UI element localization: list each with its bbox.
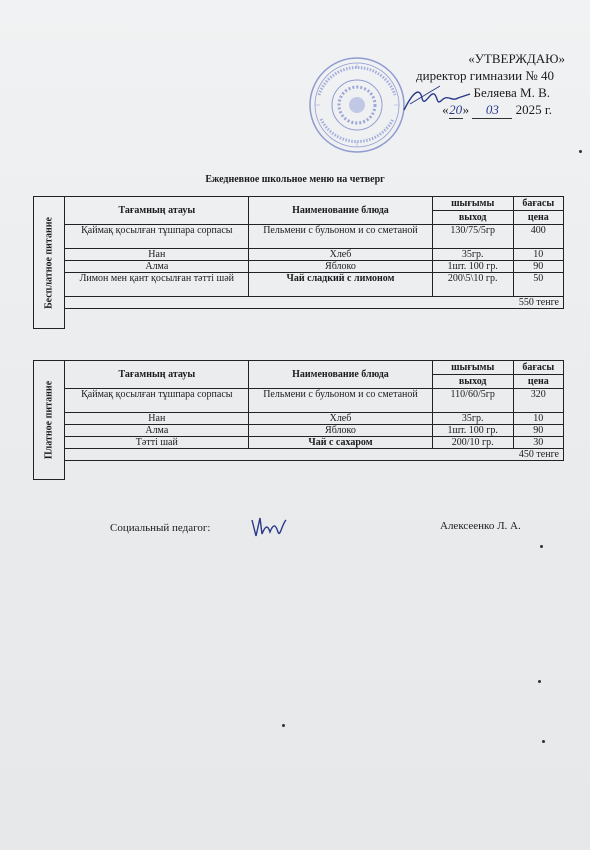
speck: [540, 545, 543, 548]
free-menu-label: Бесплатное питание: [34, 197, 65, 329]
header-price-ru: цена: [513, 211, 563, 225]
table-row: [34, 225, 564, 249]
dish-ru: Яблоко: [249, 425, 433, 437]
header-kk-name: Тағамның атауы: [65, 361, 249, 389]
header-ru-name: Наименование блюда: [249, 361, 433, 389]
dish-kk: Қаймақ қосылған тұшпара сорпасы: [65, 389, 249, 413]
dish-price: 90: [513, 261, 563, 273]
dish-yield: 1шт. 100 гр.: [432, 261, 513, 273]
dish-kk: Тәтті шай: [65, 437, 249, 449]
dish-ru: Пельмени с бульоном и со сметаной: [249, 225, 433, 249]
official-stamp: [307, 55, 407, 155]
table-row: [34, 273, 564, 297]
approval-date: «20» 03 2025 г.: [442, 102, 552, 117]
free-menu-table: [33, 196, 564, 329]
dish-ru: Чай с сахаром: [249, 437, 433, 449]
speck: [282, 724, 285, 727]
dish-price: 90: [513, 425, 563, 437]
dish-price: 10: [513, 249, 563, 261]
dish-yield: 1шт. 100 гр.: [432, 425, 513, 437]
dish-kk: Алма: [65, 425, 249, 437]
table-row: [34, 261, 564, 273]
header-price-ru: цена: [513, 375, 563, 389]
approval-date-year: 2025 г.: [515, 102, 552, 117]
paid-menu-total: 450 тенге: [65, 449, 564, 461]
header-kk-name: Тағамның атауы: [65, 197, 249, 225]
header-ru-name: Наименование блюда: [249, 197, 433, 225]
dish-kk: Алма: [65, 261, 249, 273]
approval-date-day: 20: [449, 102, 463, 117]
table-row: [34, 249, 564, 261]
dish-kk: Нан: [65, 249, 249, 261]
dish-ru: Пельмени с бульоном и со сметаной: [249, 389, 433, 413]
speck: [579, 150, 582, 153]
header-price-kk: бағасы: [513, 361, 563, 375]
dish-yield: 110/60/5гр: [432, 389, 513, 413]
dish-kk: Лимон мен қант қосылған тәтті шәй: [65, 273, 249, 297]
dish-price: 320: [513, 389, 563, 413]
dish-yield: 200\5\10 гр.: [432, 273, 513, 297]
dish-price: 50: [513, 273, 563, 297]
header-yield-kk: шығымы: [432, 361, 513, 375]
dish-yield: 200/10 гр.: [432, 437, 513, 449]
dish-yield: 130/75/5гр: [432, 225, 513, 249]
table-row: [34, 413, 564, 425]
approval-role: директор гимназии № 40: [416, 68, 554, 83]
speck: [538, 680, 541, 683]
document-title: Ежедневное школьное меню на четверг: [205, 174, 385, 185]
header-yield-ru: выход: [432, 211, 513, 225]
dish-price: 30: [513, 437, 563, 449]
table-row: [34, 425, 564, 437]
header-yield-ru: выход: [432, 375, 513, 389]
social-pedagogue-name: Алексеенко Л. А.: [440, 520, 521, 532]
approval-name: Беляева М. В.: [473, 85, 550, 100]
dish-kk: Нан: [65, 413, 249, 425]
dish-ru: Яблоко: [249, 261, 433, 273]
header-price-kk: бағасы: [513, 197, 563, 211]
dish-yield: 35гр.: [432, 413, 513, 425]
dish-ru: Хлеб: [249, 413, 433, 425]
dish-ru: Чай сладкий с лимоном: [249, 273, 433, 297]
speck: [542, 740, 545, 743]
header-yield-kk: шығымы: [432, 197, 513, 211]
social-pedagogue-signature: [248, 512, 288, 542]
approval-title: «УТВЕРЖДАЮ»: [468, 51, 565, 66]
paid-menu-label: Платное питание: [34, 361, 65, 480]
dish-ru: Хлеб: [249, 249, 433, 261]
free-menu-total: 550 тенге: [65, 297, 564, 309]
dish-yield: 35гр.: [432, 249, 513, 261]
approval-date-month: 03: [472, 101, 512, 119]
paid-menu-table: [33, 360, 564, 480]
table-row: [34, 389, 564, 413]
table-row: [34, 437, 564, 449]
director-signature: [400, 80, 480, 120]
social-pedagogue-role: Социальный педагог:: [110, 522, 211, 534]
dish-price: 400: [513, 225, 563, 249]
dish-kk: Қаймақ қосылған тұшпара сорпасы: [65, 225, 249, 249]
dish-price: 10: [513, 413, 563, 425]
